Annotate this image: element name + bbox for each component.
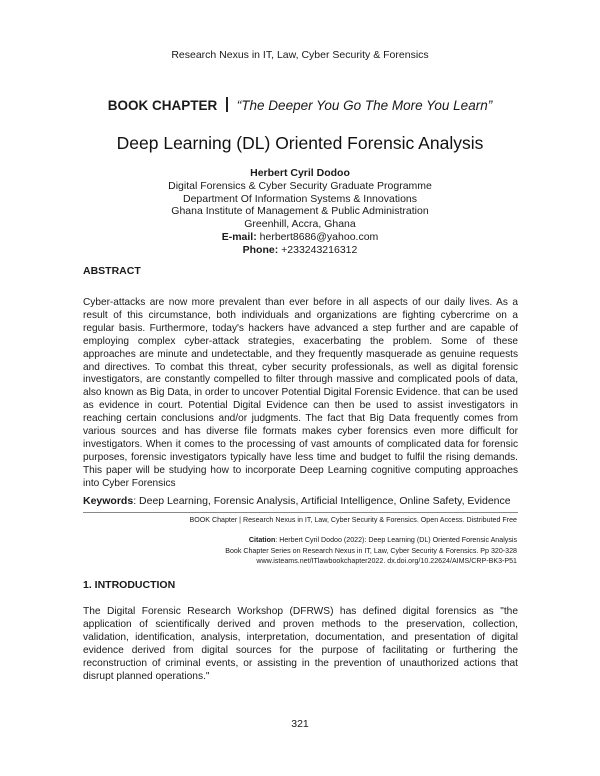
- abstract-body: Cyber-attacks are now more prevalent than ever before in all aspects of our daily lives. As a result of this circumstance, both individuals and organizations are fighting cybercrime on a regular basis. Furthermore, today's hackers have advanced a step further and are capable of employing complex cyber-attack strategies, exacerbating the problem. Some of these approaches are minute and undetectable, and they frequently masquerade as genuine requests and directives. To combat this threat, cyber security professionals, as well as digital forensic investigators, are constantly compelled to filter through massive and complicated pools of data, also known as Big Data, in order to uncover Potential Digital Forensic Evidence. that can be used as evidence in court. Potential Digital Evidence can then be used to assist investigators in reaching certain conclusions and/or judgments. The fact that Big Data frequently comes from various sources and has diverse file formats makes cyber forensics even more difficult for investigators. When it comes to the processing of vast amounts of complicated data for forensic purposes, forensic investigators typically have less time and budget to fulfil the rising demands. This paper will be studying how to incorporate Deep Learning cognitive computing approaches into Cyber Forensics: [83, 297, 518, 489]
- citation-text: : Herbert Cyril Dodoo (2022): Deep Learning (DL) Oriented Forensic Analysis: [275, 536, 517, 544]
- affiliation-line-2: Department Of Information Systems & Innovations: [182, 192, 418, 205]
- chapter-divider: [226, 97, 228, 112]
- book-line: BOOK Chapter | Research Nexus in IT, Law, Cyber Security & Forensics. Open Access. Distributed Free: [189, 516, 517, 524]
- phone-label: Phone:: [242, 243, 279, 256]
- affiliation-line-4: Greenhill, Accra, Ghana: [244, 218, 356, 231]
- citation-link[interactable]: www.isteams.net/ITlawbookchapter2022. dx.doi.org/10.22624/AIMS/CRP-BK3-P51: [256, 557, 517, 565]
- running-head: Research Nexus in IT, Law, Cyber Security & Forensics: [171, 49, 429, 61]
- author-block: [0, 167, 600, 257]
- email-label: E-mail:: [221, 230, 257, 243]
- author-email: [0, 231, 600, 244]
- affiliation-line-1: Digital Forensics & Cyber Security Graduate Programme: [168, 179, 432, 192]
- author-name: Herbert Cyril Dodoo: [250, 167, 350, 179]
- citation-line: [225, 535, 517, 546]
- chapter-line: [0, 97, 600, 113]
- email-address[interactable]: herbert8686@yahoo.com: [259, 230, 379, 243]
- chapter-label: BOOK CHAPTER: [107, 98, 218, 113]
- introduction-body: The Digital Forensic Research Workshop (DFRWS) has defined digital forensics as "the application of scientifically derived and proven methods to the preservation, collection, validation, identification, analysis, interpretation, documentation, and presentation of digital evidence derived from digital sources for the purpose of facilitating or furthering the reconstruction of criminal events, or assisting in the prevention of unauthorized actions that disrupt planned operations.": [83, 606, 518, 682]
- introduction-heading: 1. INTRODUCTION: [83, 579, 176, 591]
- citation-block: [225, 535, 517, 567]
- keywords-text: : Deep Learning, Forensic Analysis, Artificial Intelligence, Online Safety, Evidence: [133, 495, 511, 507]
- keywords-label: Keywords: [83, 495, 134, 507]
- chapter-tagline: “The Deeper You Go The More You Learn”: [236, 98, 493, 113]
- affiliation-line-3: Ghana Institute of Management & Public Administration: [171, 205, 429, 218]
- abstract-heading: ABSTRACT: [83, 265, 141, 277]
- citation-label: Citation: [248, 536, 276, 544]
- phone-number: +233243216312: [281, 243, 358, 256]
- author-phone: [0, 244, 600, 257]
- page-number: 321: [291, 718, 309, 730]
- keywords-line: [83, 495, 523, 507]
- divider-rule: [83, 512, 518, 513]
- paper-title: Deep Learning (DL) Oriented Forensic Analysis: [116, 133, 484, 153]
- citation-series: Book Chapter Series on Research Nexus in IT, Law, Cyber Security & Forensics. Pp 320-328: [225, 546, 517, 555]
